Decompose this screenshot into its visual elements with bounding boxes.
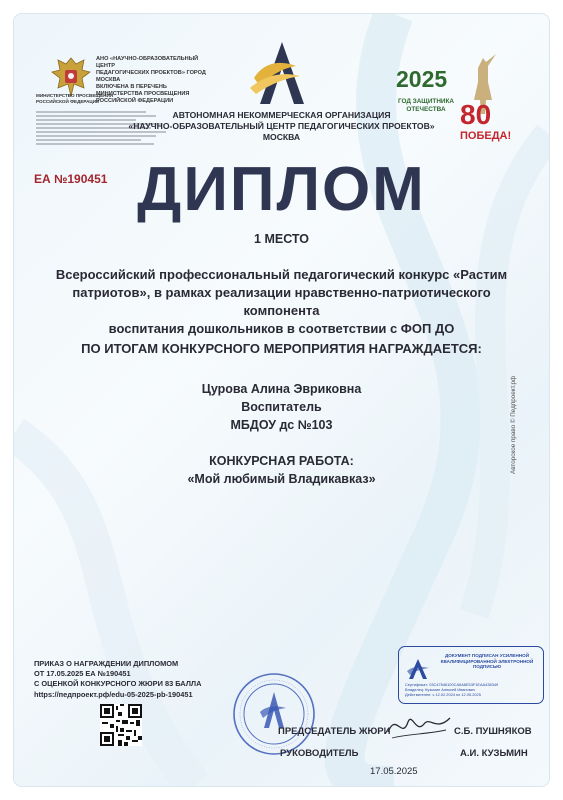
org-type: АВТОНОМНАЯ НЕКОММЕРЧЕСКАЯ ОРГАНИЗАЦИЯ (172, 110, 391, 120)
competition-line: Всероссийский профессиональный педагогический конкурс «Растим (55, 267, 508, 282)
handwritten-signature (384, 704, 454, 744)
chair-name: С.Б. ПУШНЯКОВ (454, 726, 532, 737)
head-role: РУКОВОДИТЕЛЬ (280, 748, 359, 759)
org-name: «НАУЧНО-ОБРАЗОВАТЕЛЬНЫЙ ЦЕНТР ПЕДАГОГИЧЕСКИХ ПРОЕКТОВ» (128, 121, 435, 131)
issue-date: 17.05.2025 (370, 766, 418, 777)
signature-heading: ДОКУМЕНТ ПОДПИСАН УСИЛЕННОЙ КВАЛИФИЦИРОВАННОЙ ЭЛЕКТРОННОЙ ПОДПИСЬЮ (440, 653, 534, 670)
award-order (34, 659, 254, 700)
signature-validity: Действителен: с 12.02.2024 по 12.05.2025 (405, 693, 481, 697)
competition-line: воспитания дошкольников в соответствии с ФОП ДО (108, 321, 455, 336)
org-left-line: МИНИСТЕРСТВА ПРОСВЕЩЕНИЯ (96, 91, 190, 97)
chair-role: ПРЕДСЕДАТЕЛЬ ЖЮРИ (278, 726, 391, 737)
diploma-page (14, 14, 549, 786)
organization-logo-icon (244, 38, 320, 108)
competition-line: патриотов», в рамках реализации нравственно-патриотического компонента (72, 285, 491, 318)
head-name: А.И. КУЗЬМИН (460, 748, 528, 759)
victory-80-badge (454, 94, 518, 144)
competition-name (54, 266, 509, 338)
order-line: С ОЦЕНКОЙ КОНКУРСНОГО ЖЮРИ 83 БАЛЛА (34, 679, 202, 689)
qr-code-icon[interactable] (100, 704, 142, 746)
order-line: ПРИКАЗ О НАГРАЖДЕНИИ ДИПЛОМОМ (34, 659, 179, 668)
copyright-vertical: Авторское право © Педпроект.рф (510, 375, 517, 474)
work-label: КОНКУРСНАЯ РАБОТА: (209, 454, 354, 468)
electronic-signature-box (398, 646, 544, 704)
year-label: 2025 (396, 66, 448, 92)
org-left-line: РОССИЙСКОЙ ФЕДЕРАЦИИ (96, 98, 174, 104)
signature-certificate: Сертификат: 03C47846100CA5A8E53F1EAA438349 (405, 683, 499, 687)
place-label: 1 МЕСТО (254, 232, 309, 246)
org-left-line: АНО «НАУЧНО-ОБРАЗОВАТЕЛЬНЫЙ ЦЕНТР (96, 56, 199, 69)
recipient-position: Воспитатель (241, 400, 322, 414)
order-link[interactable]: https://педпроект.рф/edu-05-2025-pb-190451 (34, 689, 193, 699)
victory-word: ПОБЕДА! (460, 130, 512, 142)
ministry-line: РОССИЙСКОЙ ФЕДЕРАЦИИ (36, 98, 100, 104)
org-city: МОСКВА (262, 132, 301, 142)
organization-stamp (232, 672, 316, 756)
org-left-line: ПЕДАГОГИЧЕСКИХ ПРОЕКТОВ» ГОРОД МОСКВА (96, 70, 206, 83)
signature-logo-icon (405, 657, 431, 681)
award-heading: ПО ИТОГАМ КОНКУРСНОГО МЕРОПРИЯТИЯ НАГРАЖДАЕТСЯ: (81, 341, 482, 356)
diploma-title: ДИПЛОМ (137, 155, 426, 224)
work-title: «Мой любимый Владикавказ» (187, 472, 376, 486)
recipient-name: Цурова Алина Эвриковна (201, 382, 362, 396)
victory-number: 80 (460, 99, 492, 130)
ministry-line: МИНИСТЕРСТВО ПРОСВЕЩЕНИЯ (36, 93, 114, 98)
org-left-line: ВКЛЮЧЕНА В ПЕРЕЧЕНЬ (96, 84, 167, 90)
year-caption: ГОД ЗАЩИТНИКА ОТЕЧЕСТВА (397, 98, 455, 113)
diploma-number: ЕА №190451 (34, 172, 108, 186)
recipient-organization: МБДОУ дс №103 (230, 418, 333, 432)
ministry-caption (36, 93, 116, 104)
signature-owner: Владелец: Кузьмин Алексей Иванович (405, 688, 475, 692)
order-line: ОТ 17.05.2025 ЕА №190451 (34, 669, 131, 679)
